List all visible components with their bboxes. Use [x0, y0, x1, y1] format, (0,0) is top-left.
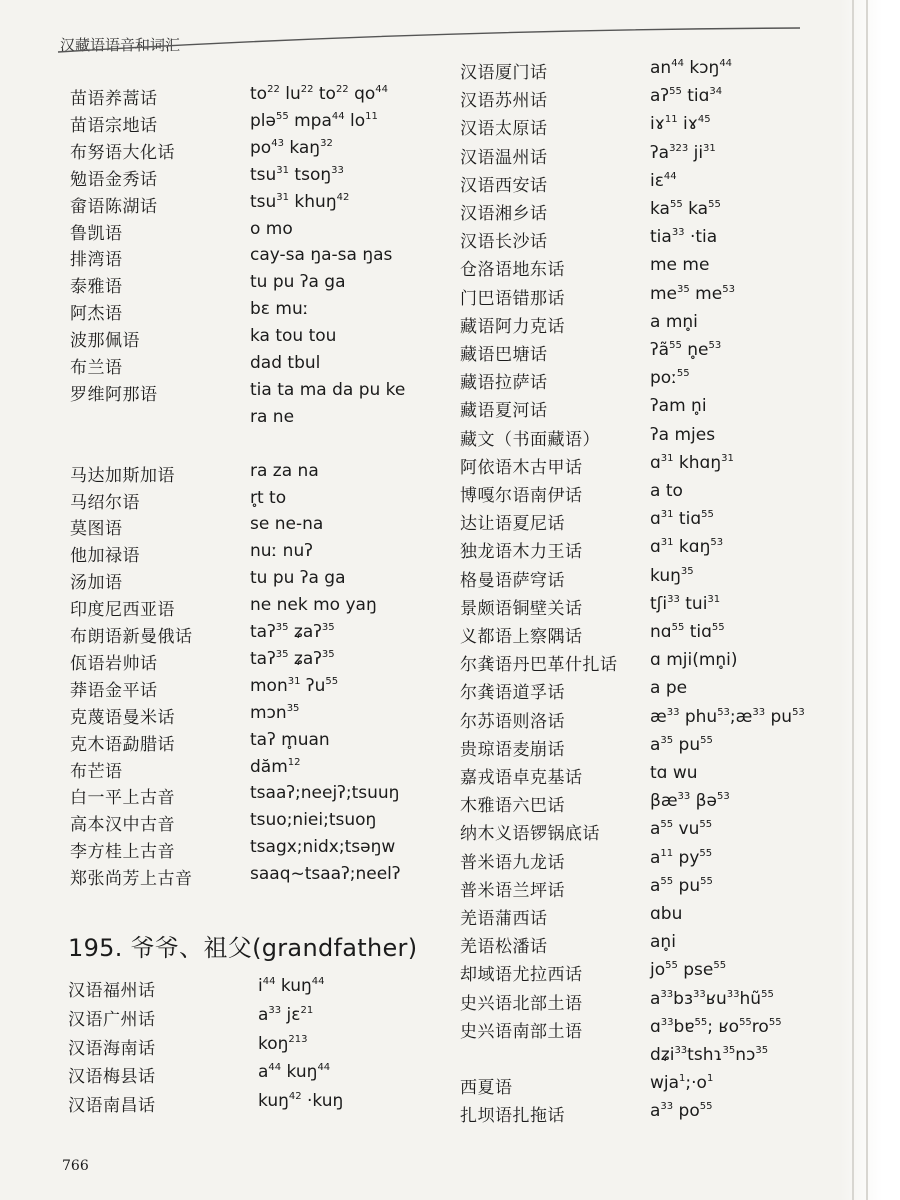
- language-name: 羌语松潘话: [460, 937, 548, 958]
- word-form: r̥t to: [250, 487, 287, 508]
- word-form: ʔa$^{323}$ $ji^{31}$: [650, 142, 716, 163]
- word-form: $a^{44}$ kuŋ$^{44}$: [258, 1062, 331, 1083]
- language-name: 尔苏语则洛话: [460, 711, 565, 732]
- language-name: 莽语金平话: [70, 680, 158, 701]
- language-name: 汤加语: [70, 573, 123, 594]
- word-form: koŋ$^{213}$: [258, 1033, 308, 1054]
- language-name: 藏语拉萨话: [460, 373, 548, 394]
- word-form: kuŋ$^{35}$: [650, 565, 694, 586]
- word-form: $a^{33}$ jɛ$^{21}$: [258, 1004, 314, 1025]
- word-form: $a^{33}bɜ^{33}ʁu^{33}hũ^{55}$: [650, 988, 774, 1009]
- language-name: 仓洛语地东话: [460, 260, 565, 281]
- language-name: 李方桂上古音: [70, 842, 175, 863]
- language-name: 阿杰语: [70, 304, 123, 325]
- language-name: 汉语厦门话: [460, 63, 548, 83]
- language-name: 史兴语南部土语: [460, 1021, 583, 1042]
- language-name: 白一平上古音: [70, 788, 175, 809]
- language-name: 布芒语: [70, 761, 123, 782]
- word-form: nuː nuʔ: [250, 541, 313, 562]
- language-name: 羌语蒲西话: [460, 909, 548, 929]
- language-name: 马达加斯加语: [70, 465, 175, 486]
- language-name: 汉语梅县话: [68, 1067, 156, 1088]
- language-name: 布兰语: [70, 358, 123, 378]
- language-name: 嘉戎语卓克基话: [460, 768, 583, 788]
- language-name: 鲁凯语: [70, 223, 123, 244]
- word-form: cay-sa ŋa-sa ŋas: [250, 245, 393, 266]
- language-name: 汉语南昌话: [68, 1096, 156, 1117]
- language-name: 罗维阿那语: [70, 384, 158, 405]
- word-form: a mn̥i: [650, 311, 698, 332]
- language-name: 克木语勐腊话: [70, 734, 175, 755]
- word-form: $an^{44}$ kɔŋ$^{44}$: [650, 58, 733, 78]
- language-name: 尔龚语丹巴革什扎话: [460, 655, 618, 676]
- word-form: taʔ$^{35}$ ʑaʔ$^{35}$: [250, 622, 335, 642]
- language-name: 排湾语: [70, 250, 123, 271]
- language-name: 扎坝语扎拖话: [460, 1106, 565, 1127]
- word-form: ɑ$^{31}$ khɑŋ$^{31}$: [650, 452, 734, 473]
- language-name: 西夏语: [460, 1078, 513, 1099]
- word-form: se ne-na: [250, 514, 324, 535]
- language-name: 藏语阿力克话: [460, 316, 565, 337]
- word-form: $jo^{55}$ pse$^{55}$: [650, 960, 727, 981]
- word-form: tsu$^{31}$ khuŋ$^{42}$: [250, 191, 350, 212]
- word-form: $a^{55}$ $vu^{55}$: [650, 819, 713, 840]
- language-name: 独龙语木力王话: [460, 542, 583, 563]
- language-name: 史兴语北部土语: [460, 993, 583, 1014]
- word-form: taʔ$^{35}$ ʑaʔ$^{35}$: [250, 648, 335, 669]
- word-form: $a^{33}$ $po^{55}$: [650, 1101, 713, 1122]
- word-form: ra ne: [250, 406, 295, 427]
- language-name: 阿依语木古甲话: [460, 457, 583, 478]
- word-form: plə$^{55}$ mpa$^{44}$ $lo^{11}$: [250, 110, 378, 131]
- word-form: $a^{11}$ $py^{55}$: [650, 847, 713, 868]
- word-form: tsu$^{31}$ tsoŋ$^{33}$: [250, 164, 344, 185]
- language-name: 汉语太原话: [460, 119, 548, 140]
- word-form: $a^{55}$ $pu^{55}$: [650, 875, 713, 896]
- language-name: 汉语西安话: [460, 175, 548, 196]
- language-name: 汉语湘乡话: [460, 204, 548, 224]
- language-name: 畲语陈湖话: [70, 196, 158, 217]
- word-form: a pe: [650, 678, 688, 699]
- word-form: ʔa mjes: [650, 424, 716, 445]
- word-form: mɔn$^{35}$: [250, 702, 300, 723]
- page-number: 766: [62, 1158, 89, 1174]
- word-form: mon$^{31}$ ʔu$^{55}$: [250, 675, 339, 696]
- language-name: 景颇语铜壁关话: [460, 598, 583, 619]
- word-form: taʔ m̥uan: [250, 729, 330, 750]
- word-form: tu pu ʔa ga: [250, 568, 346, 589]
- word-form: tɑ wu: [650, 763, 698, 783]
- language-name: 博嘎尔语南伊话: [460, 486, 583, 506]
- language-name: 布努语大化话: [70, 142, 175, 163]
- language-name: 苗语宗地话: [70, 115, 158, 136]
- word-form: $a^{35}$ $pu^{55}$: [650, 734, 713, 755]
- word-form: tia ta ma da pu ke: [250, 379, 406, 400]
- language-name: 汉语温州话: [460, 147, 548, 168]
- word-form: kuŋ$^{42}$ ·kuŋ: [258, 1091, 344, 1112]
- word-form: tu pu ʔa ga: [250, 272, 346, 293]
- language-name: 汉语广州话: [68, 1009, 156, 1030]
- page-edge-line: [852, 0, 854, 1200]
- word-form: ʔam n̥i: [650, 396, 707, 417]
- word-form: iɤ$^{11}$ iɤ$^{45}$: [650, 114, 711, 135]
- language-name: 勉语金秀话: [70, 169, 158, 190]
- word-form: ɑ mji(mn̥i): [650, 650, 738, 671]
- language-name: 尔龚语道孚话: [460, 683, 565, 704]
- language-name: 汉语海南话: [68, 1038, 156, 1059]
- word-form: tsuo;niei;tsuoŋ: [250, 810, 377, 831]
- word-form: tsaaʔ;neejʔ;tsuuŋ: [250, 783, 400, 804]
- language-name: 纳木义语锣锅底话: [460, 824, 600, 845]
- word-form: ɑbu: [650, 904, 683, 924]
- word-form: o mo: [250, 218, 293, 239]
- word-form: tsagx;nidx;tsəŋw: [250, 837, 396, 858]
- page-gutter: [840, 0, 900, 1200]
- language-name: 莫图语: [70, 519, 123, 540]
- page-edge-line: [866, 0, 868, 1200]
- word-form: tia$^{33}$ ·tia: [650, 227, 718, 248]
- language-name: 达让语夏尼话: [460, 514, 565, 535]
- language-name: 藏语巴塘话: [460, 345, 548, 365]
- language-name: 郑张尚芳上古音: [70, 869, 193, 890]
- language-name: 藏语夏河话: [460, 401, 548, 422]
- word-form: ne nek mo yaŋ: [250, 595, 377, 616]
- header-rule: [0, 0, 900, 60]
- word-form: $po^{43}$ kaŋ$^{32}$: [250, 137, 333, 158]
- word-form: an̥i: [650, 932, 676, 953]
- language-name: 马绍尔语: [70, 492, 140, 513]
- language-name: 佤语岩帅话: [70, 653, 158, 674]
- language-name: 格曼语萨穹话: [460, 570, 565, 591]
- word-form: dʑi$^{33}$tshɿ$^{35}$nɔ$^{35}$: [650, 1045, 769, 1065]
- word-form: bɛ muː: [250, 299, 309, 320]
- word-form: saaq~tsaaʔ;neelʔ: [250, 864, 401, 885]
- language-name: 门巴语错那话: [460, 288, 565, 309]
- language-name: 波那佩语: [70, 331, 140, 352]
- language-name: 藏文（书面藏语）: [460, 429, 600, 450]
- word-form: dad tbul: [250, 353, 321, 373]
- word-form: $i^{44}$ kuŋ$^{44}$: [258, 976, 325, 996]
- language-name: 高本汉中古音: [70, 815, 175, 836]
- language-name: 却域语尤拉西话: [460, 965, 583, 986]
- word-form: ka tou tou: [250, 326, 337, 347]
- word-form: $me^{35}$ $me^{53}$: [650, 283, 735, 304]
- language-name: 苗语养蒿话: [70, 89, 158, 109]
- language-name: 布朗语新曼俄话: [70, 627, 193, 647]
- language-name: 泰雅语: [70, 277, 123, 298]
- word-form: ʔã$^{55}$ $n̥e^{53}$: [650, 340, 722, 360]
- word-form: $æ^{33}$ $phu^{53};æ^{33}$ $pu^{53}$: [650, 706, 805, 727]
- word-form: aʔ$^{55}$ tiɑ$^{34}$: [650, 86, 723, 107]
- word-form: ra za na: [250, 460, 319, 481]
- language-name: 汉语福州话: [68, 981, 156, 1001]
- language-name: 汉语苏州话: [460, 91, 548, 112]
- language-name: 贵琼语麦崩话: [460, 739, 565, 760]
- word-form: $to^{22}$ $lu^{22}$ $to^{22}$ $qo^{44}$: [250, 84, 389, 104]
- word-form: ɑ$^{31}$ kɑŋ$^{53}$: [650, 537, 724, 558]
- language-name: 义都语上察隅话: [460, 627, 583, 647]
- word-form: dăm$^{12}$: [250, 756, 301, 777]
- word-form: $wja^1;\cdot o^1$: [650, 1073, 714, 1094]
- word-form: me me: [650, 255, 710, 276]
- language-name: 汉语长沙话: [460, 232, 548, 253]
- running-head: 汉藏语语音和词汇: [60, 36, 181, 54]
- word-form: poː$^{55}$: [650, 368, 690, 389]
- word-form: ɑ$^{33}$bɐ$^{55}$; $ʁo^{55}ro^{55}$: [650, 1016, 782, 1037]
- word-form: ɑ$^{31}$ tiɑ$^{55}$: [650, 509, 714, 530]
- word-form: $ka^{55}$ $ka^{55}$: [650, 199, 721, 219]
- word-form: nɑ$^{55}$ tiɑ$^{55}$: [650, 622, 725, 642]
- language-name: 普米语九龙话: [460, 852, 565, 873]
- language-name: 木雅语六巴话: [460, 796, 565, 817]
- word-form: iɛ$^{44}$: [650, 170, 677, 191]
- word-form: $\beta æ^{33}$ βə$^{53}$: [650, 791, 730, 812]
- word-form: a to: [650, 481, 683, 501]
- language-name: 印度尼西亚语: [70, 600, 175, 621]
- language-name: 他加禄语: [70, 546, 140, 567]
- word-form: tʃi$^{33}$ tui$^{31}$: [650, 593, 721, 614]
- language-name: 克蔑语曼米话: [70, 707, 175, 728]
- section-title: 195. 爷爷、祖父(grandfather): [68, 934, 418, 962]
- language-name: 普米语兰坪话: [460, 880, 565, 901]
